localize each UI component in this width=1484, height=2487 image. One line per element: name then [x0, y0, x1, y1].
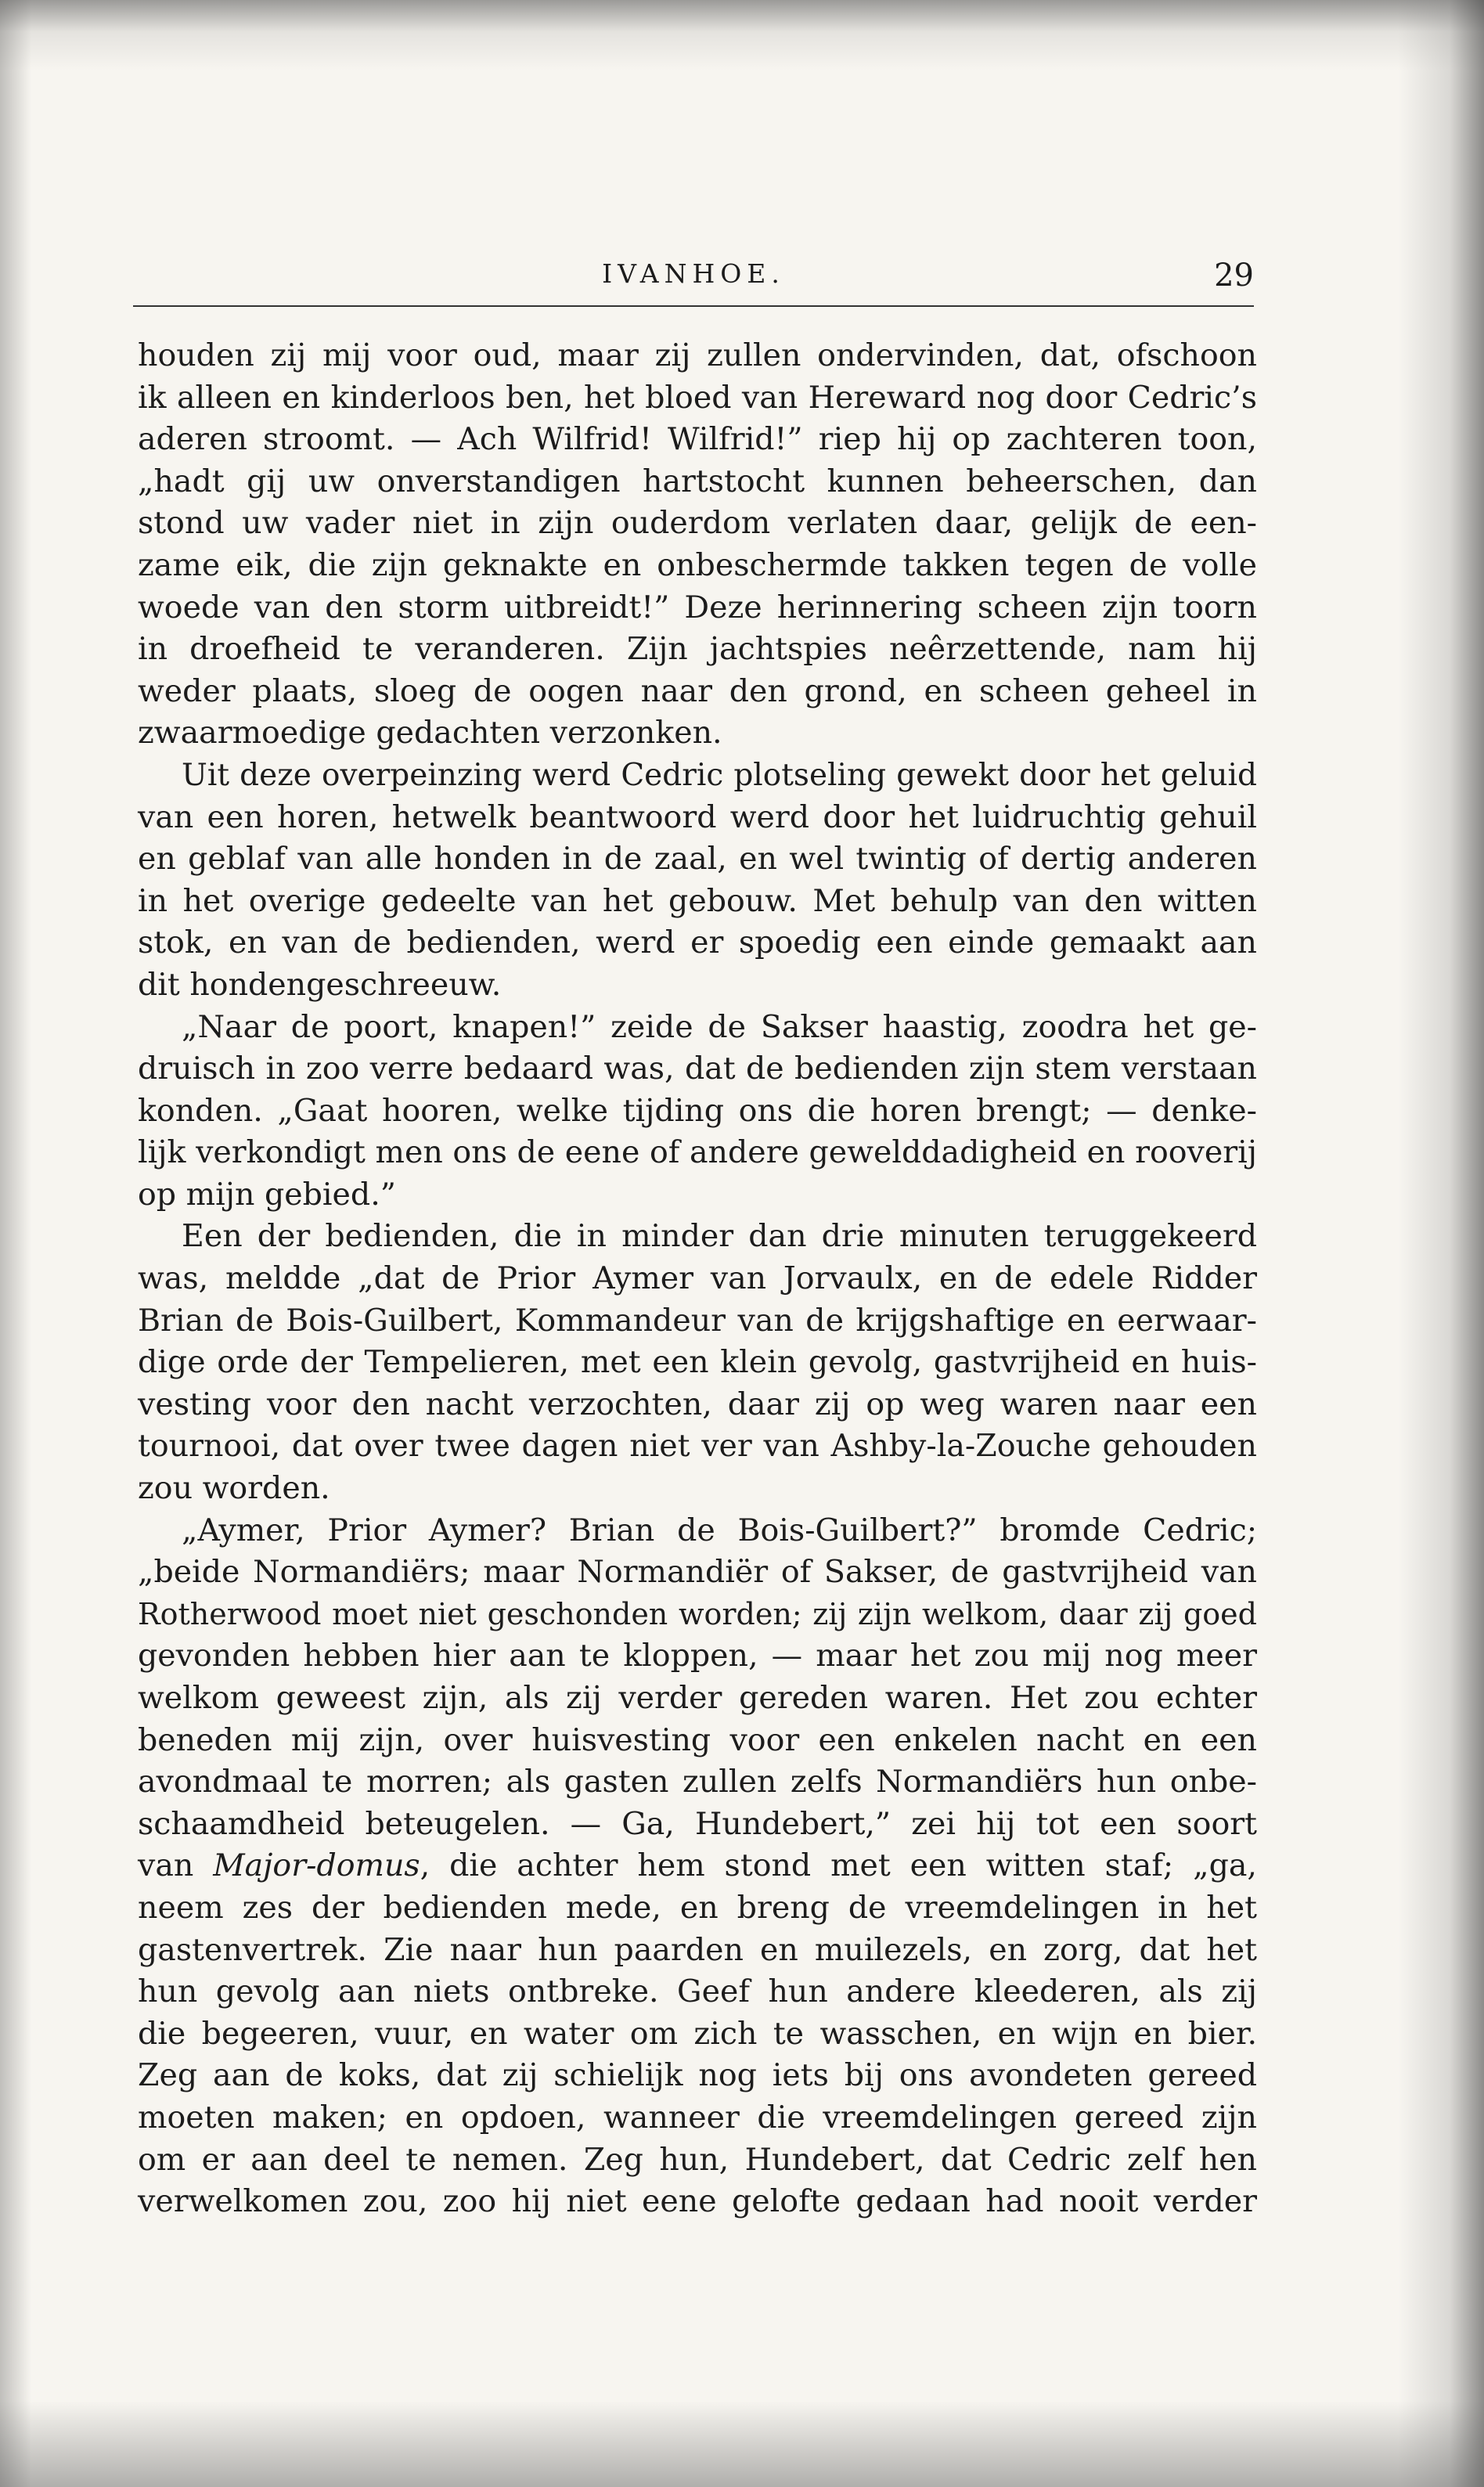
text-line: houden zij mij voor oud, maar zij zullen ondervinden, dat, ofschoon	[138, 337, 1257, 373]
scan-edge-left	[0, 0, 31, 2487]
text-line: gevonden hebben hier aan te kloppen, — maar het zou mij nog meer	[138, 1638, 1257, 1674]
text-line: aderen stroomt. — Ach Wilfrid! Wilfrid!” riep hij op zachteren toon,	[138, 421, 1257, 458]
text-line: hun gevolg aan niets ontbreke. Geef hun andere kleederen, als zij	[138, 1973, 1257, 2010]
text-line: woede van den storm uitbreidt!” Deze herinnering scheen zijn toorn	[138, 589, 1257, 625]
text-line: verwelkomen zou, zoo hij niet eene gelofte gedaan had nooit verder	[138, 2183, 1257, 2220]
text-line: welkom geweest zijn, als zij verder gereden waren. Het zou echter	[138, 1680, 1257, 1716]
text-line: tournooi, dat over twee dagen niet ver van Ashby-la-Zouche gehouden	[138, 1428, 1257, 1465]
text-segment: , die achter hem stond met een witten staf; „ga,	[420, 1847, 1257, 1884]
text-line: Rotherwood moet niet geschonden worden; zij zijn welkom, daar zij goed	[138, 1596, 1257, 1631]
text-line: in het overige gedeelte van het gebouw. Met behulp van den witten	[138, 882, 1257, 919]
text-line: die begeeren, vuur, en water om zich te wasschen, en wijn en bier.	[138, 2015, 1257, 2052]
page-number: 29	[1214, 258, 1254, 294]
text-line: moeten maken; en opdoen, wanneer die vreemdelingen gereed zijn	[138, 2099, 1257, 2136]
text-line: in droefheid te veranderen. Zijn jachtspies neêrzettende, nam hij	[138, 631, 1257, 668]
text-line: avondmaal te morren; als gasten zullen zelfs Normandiërs hun onbe-	[138, 1764, 1257, 1800]
scan-edge-bottom	[0, 2401, 1484, 2487]
text-line: dit hondengeschreeuw.	[138, 966, 502, 1003]
text-line: „beide Normandiërs; maar Normandiër of Sakser, de gastvrijheid van	[138, 1554, 1257, 1591]
italic-term: Major-domus	[213, 1847, 420, 1884]
header-rule	[133, 305, 1254, 307]
text-line: dige orde der Tempelieren, met een klein gevolg, gastvrijheid en huis-	[138, 1344, 1257, 1381]
text-line: was, meldde „dat de Prior Aymer van Jorvaulx, en de edele Ridder	[138, 1260, 1257, 1297]
text-line: Zeg aan de koks, dat zij schielijk nog iets bij ons avondeten gereed	[138, 2057, 1257, 2094]
text-line: „Aymer, Prior Aymer? Brian de Bois-Guilbert?” bromde Cedric;	[182, 1512, 1257, 1548]
text-line: stond uw vader niet in zijn ouderdom verlaten daar, gelijk de een-	[138, 505, 1257, 542]
text-line: „Naar de poort, knapen!” zeide de Sakser haastig, zoodra het ge-	[182, 1008, 1257, 1045]
text-line: vesting voor den nacht verzochten, daar zij op weg waren naar een	[138, 1386, 1257, 1422]
text-line: ik alleen en kinderloos ben, het bloed van Hereward nog door Cedric’s	[138, 379, 1257, 416]
text-line: zwaarmoedige gedachten verzonken.	[138, 715, 722, 752]
text-line	[138, 1845, 1257, 1887]
text-line: en geblaf van alle honden in de zaal, en wel twintig of dertig anderen	[138, 841, 1257, 878]
text-line: zou worden.	[138, 1470, 330, 1507]
text-line: van een horen, hetwelk beantwoord werd door het luidruchtig gehuil	[138, 798, 1257, 835]
text-segment: van	[138, 1847, 214, 1884]
text-line: stok, en van de bedienden, werd er spoedig een einde gemaakt aan	[138, 925, 1257, 961]
text-line: Een der bedienden, die in minder dan drie minuten teruggekeerd	[182, 1218, 1257, 1255]
text-line: zame eik, die zijn geknakte en onbeschermde takken tegen de volle	[138, 546, 1257, 583]
text-line: schaamdheid beteugelen. — Ga, Hundebert,” zei hij tot een soort	[138, 1805, 1257, 1842]
text-line: gastenvertrek. Zie naar hun paarden en muilezels, en zorg, dat het	[138, 1931, 1257, 1968]
text-line: weder plaats, sloeg de oogen naar den grond, en scheen geheel in	[138, 672, 1257, 709]
text-line: om er aan deel te nemen. Zeg hun, Hundebert, dat Cedric zelf hen	[138, 2141, 1257, 2178]
text-line: op mijn gebied.”	[138, 1176, 396, 1213]
scan-edge-top	[0, 0, 1484, 70]
text-line: Brian de Bois-Guilbert, Kommandeur van de krijgshaftige en eerwaar-	[138, 1302, 1257, 1339]
text-line: beneden mij zijn, over huisvesting voor een enkelen nacht en een	[138, 1721, 1257, 1758]
text-line: lijk verkondigt men ons de eene of andere gewelddadigheid en rooverij	[138, 1134, 1257, 1171]
text-line: Uit deze overpeinzing werd Cedric plotseling gewekt door het geluid	[182, 757, 1257, 793]
body-text	[138, 335, 1257, 2223]
running-title: IVANHOE.	[602, 258, 785, 289]
text-line: konden. „Gaat hooren, welke tijding ons die horen brengt; — denke-	[138, 1092, 1257, 1129]
text-line: „hadt gij uw onverstandigen hartstocht kunnen beheerschen, dan	[138, 463, 1257, 499]
scan-edge-right	[1398, 0, 1484, 2487]
text-line: druisch in zoo verre bedaard was, dat de bedienden zijn stem verstaan	[138, 1051, 1257, 1087]
page-header	[133, 257, 1254, 312]
text-line: neem zes der bedienden mede, en breng de vreemdelingen in het	[138, 1889, 1257, 1926]
